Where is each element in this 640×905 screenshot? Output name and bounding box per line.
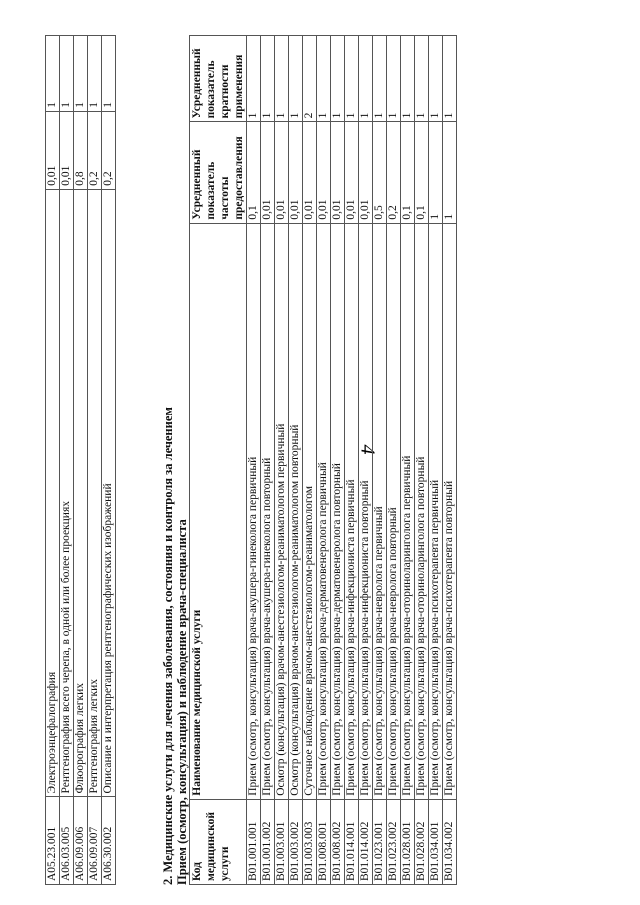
cell-freq: 0,01: [345, 122, 359, 223]
table-row: [303, 36, 317, 885]
cell-code: A06.09.007: [88, 797, 102, 885]
cell-code: A06.09.006: [74, 797, 88, 885]
cell-mult: 1: [359, 36, 373, 122]
table-row: [373, 36, 387, 885]
table-row: [289, 36, 303, 885]
cell-name: Прием (осмотр, консультация) врача-психотерапевта первичный: [429, 223, 443, 799]
cell-mult: 1: [443, 36, 457, 122]
table-row: [88, 36, 102, 885]
cell-code: B01.014.002: [359, 799, 373, 884]
cell-name: Прием (осмотр, консультация) врача-дерматовенеролога повторный: [331, 223, 345, 799]
cell-mult: 1: [88, 36, 102, 112]
cell-code: B01.023.002: [387, 799, 401, 884]
cell-freq: 0,2: [88, 111, 102, 189]
header-code: Код медицинской услуги: [190, 799, 247, 884]
cell-freq: 1: [443, 122, 457, 223]
cell-code: B01.028.001: [401, 799, 415, 884]
header-name: Наименование медицинской услуги: [190, 223, 247, 799]
cell-name: Прием (осмотр, консультация) врача-инфекциониста повторный: [359, 223, 373, 799]
cell-freq: 0,2: [102, 111, 116, 189]
cell-mult: 1: [415, 36, 429, 122]
cell-freq: 0,01: [60, 111, 74, 189]
cell-mult: 1: [46, 36, 60, 112]
cell-freq: 0,01: [46, 111, 60, 189]
cell-code: A05.23.001: [46, 797, 60, 885]
cell-code: B01.003.003: [303, 799, 317, 884]
cell-mult: 1: [102, 36, 116, 112]
section-title: 2. Медицинские услуги для лечения заболевания, состояния и контроля за лечением: [161, 407, 175, 885]
cell-freq: 0,01: [275, 122, 289, 223]
cell-name: Прием (осмотр, консультация) врача-психотерапевта повторный: [443, 223, 457, 799]
cell-name: Прием (осмотр, консультация) врача-акушера-гинеколога повторный: [261, 223, 275, 799]
cell-mult: 1: [60, 36, 74, 112]
table-header-row: [190, 36, 247, 885]
services-table-top-body: [46, 36, 116, 885]
cell-freq: 0,8: [74, 111, 88, 189]
services-table-main-body: [190, 36, 457, 885]
cell-code: B01.008.001: [317, 799, 331, 884]
cell-code: B01.034.001: [429, 799, 443, 884]
header-mult: Усредненный показатель кратности применения: [190, 36, 247, 122]
cell-freq: 0,1: [415, 122, 429, 223]
table-row: [443, 36, 457, 885]
header-freq: Усредненный показатель частоты предоставления: [190, 122, 247, 223]
cell-freq: 0,01: [261, 122, 275, 223]
table-row: [275, 36, 289, 885]
cell-code: B01.003.002: [289, 799, 303, 884]
table-row: [345, 36, 359, 885]
cell-freq: 0,01: [359, 122, 373, 223]
table-row: [359, 36, 373, 885]
cell-mult: 1: [401, 36, 415, 122]
cell-mult: 1: [275, 36, 289, 122]
cell-name: Описание и интерпретация рентгенографических изображений: [102, 189, 116, 797]
cell-freq: 0,1: [247, 122, 261, 223]
table-row: [261, 36, 275, 885]
cell-name: Прием (осмотр, консультация) врача-дерматовенеролога первичный: [317, 223, 331, 799]
cell-code: B01.034.002: [443, 799, 457, 884]
cell-name: Осмотр (консультация) врачом-анестезиологом-реаниматологом повторный: [289, 223, 303, 799]
services-table-main: [189, 35, 457, 885]
cell-name: Прием (осмотр, консультация) врача-инфекциониста первичный: [345, 223, 359, 799]
cell-mult: 1: [429, 36, 443, 122]
cell-mult: 1: [387, 36, 401, 122]
services-table-top: [45, 35, 116, 885]
cell-code: B01.023.001: [373, 799, 387, 884]
cell-name: Прием (осмотр, консультация) врача-акушера-гинеколога первичный: [247, 223, 261, 799]
table-row: [46, 36, 60, 885]
cell-freq: 0,01: [303, 122, 317, 223]
cell-name: Флюорография легких: [74, 189, 88, 797]
cell-code: B01.014.001: [345, 799, 359, 884]
cell-code: B01.028.002: [415, 799, 429, 884]
cell-code: B01.001.002: [261, 799, 275, 884]
cell-name: Прием (осмотр, консультация) врача-оториноларинголога повторный: [415, 223, 429, 799]
table-row: [401, 36, 415, 885]
cell-name: Осмотр (консультация) врачом-анестезиологом-реаниматологом первичный: [275, 223, 289, 799]
table-row: [331, 36, 345, 885]
table-row: [60, 36, 74, 885]
cell-code: A06.30.002: [102, 797, 116, 885]
table-row: [74, 36, 88, 885]
table-row: [415, 36, 429, 885]
table-row: [429, 36, 443, 885]
table-row: [247, 36, 261, 885]
cell-mult: 1: [261, 36, 275, 122]
cell-name: Рентгенография легких: [88, 189, 102, 797]
cell-freq: 0,01: [331, 122, 345, 223]
cell-freq: 0,1: [401, 122, 415, 223]
cell-name: Рентгенография всего черепа, в одной или более проекциях: [60, 189, 74, 797]
cell-code: A06.03.005: [60, 797, 74, 885]
cell-name: Прием (осмотр, консультация) врача-невролога первичный: [373, 223, 387, 799]
table-row: [102, 36, 116, 885]
section-heading: [161, 35, 189, 885]
cell-mult: 1: [331, 36, 345, 122]
table-row: [317, 36, 331, 885]
cell-mult: 2: [303, 36, 317, 122]
cell-code: B01.001.001: [247, 799, 261, 884]
subsection-title: Прием (осмотр, консультация) и наблюдение врача-специалиста: [175, 519, 189, 885]
cell-mult: 1: [373, 36, 387, 122]
cell-code: B01.003.001: [275, 799, 289, 884]
cell-mult: 1: [289, 36, 303, 122]
cell-mult: 1: [345, 36, 359, 122]
cell-name: Суточное наблюдение врачом-анестезиологом-реаниматологом: [303, 223, 317, 799]
cell-freq: 0,01: [289, 122, 303, 223]
cell-mult: 1: [317, 36, 331, 122]
cell-freq: 0,01: [317, 122, 331, 223]
cell-name: Прием (осмотр, консультация) врача-оториноларинголога первичный: [401, 223, 415, 799]
rotated-content: [45, 35, 590, 885]
cell-freq: 0,2: [387, 122, 401, 223]
table-row: [387, 36, 401, 885]
cell-name: Электроэнцефалография: [46, 189, 60, 797]
cell-mult: 1: [247, 36, 261, 122]
page-number: 4: [356, 444, 379, 455]
cell-mult: 1: [74, 36, 88, 112]
cell-name: Прием (осмотр, консультация) врача-невролога повторный: [387, 223, 401, 799]
cell-freq: 0,5: [373, 122, 387, 223]
cell-code: B01.008.002: [331, 799, 345, 884]
cell-freq: 1: [429, 122, 443, 223]
